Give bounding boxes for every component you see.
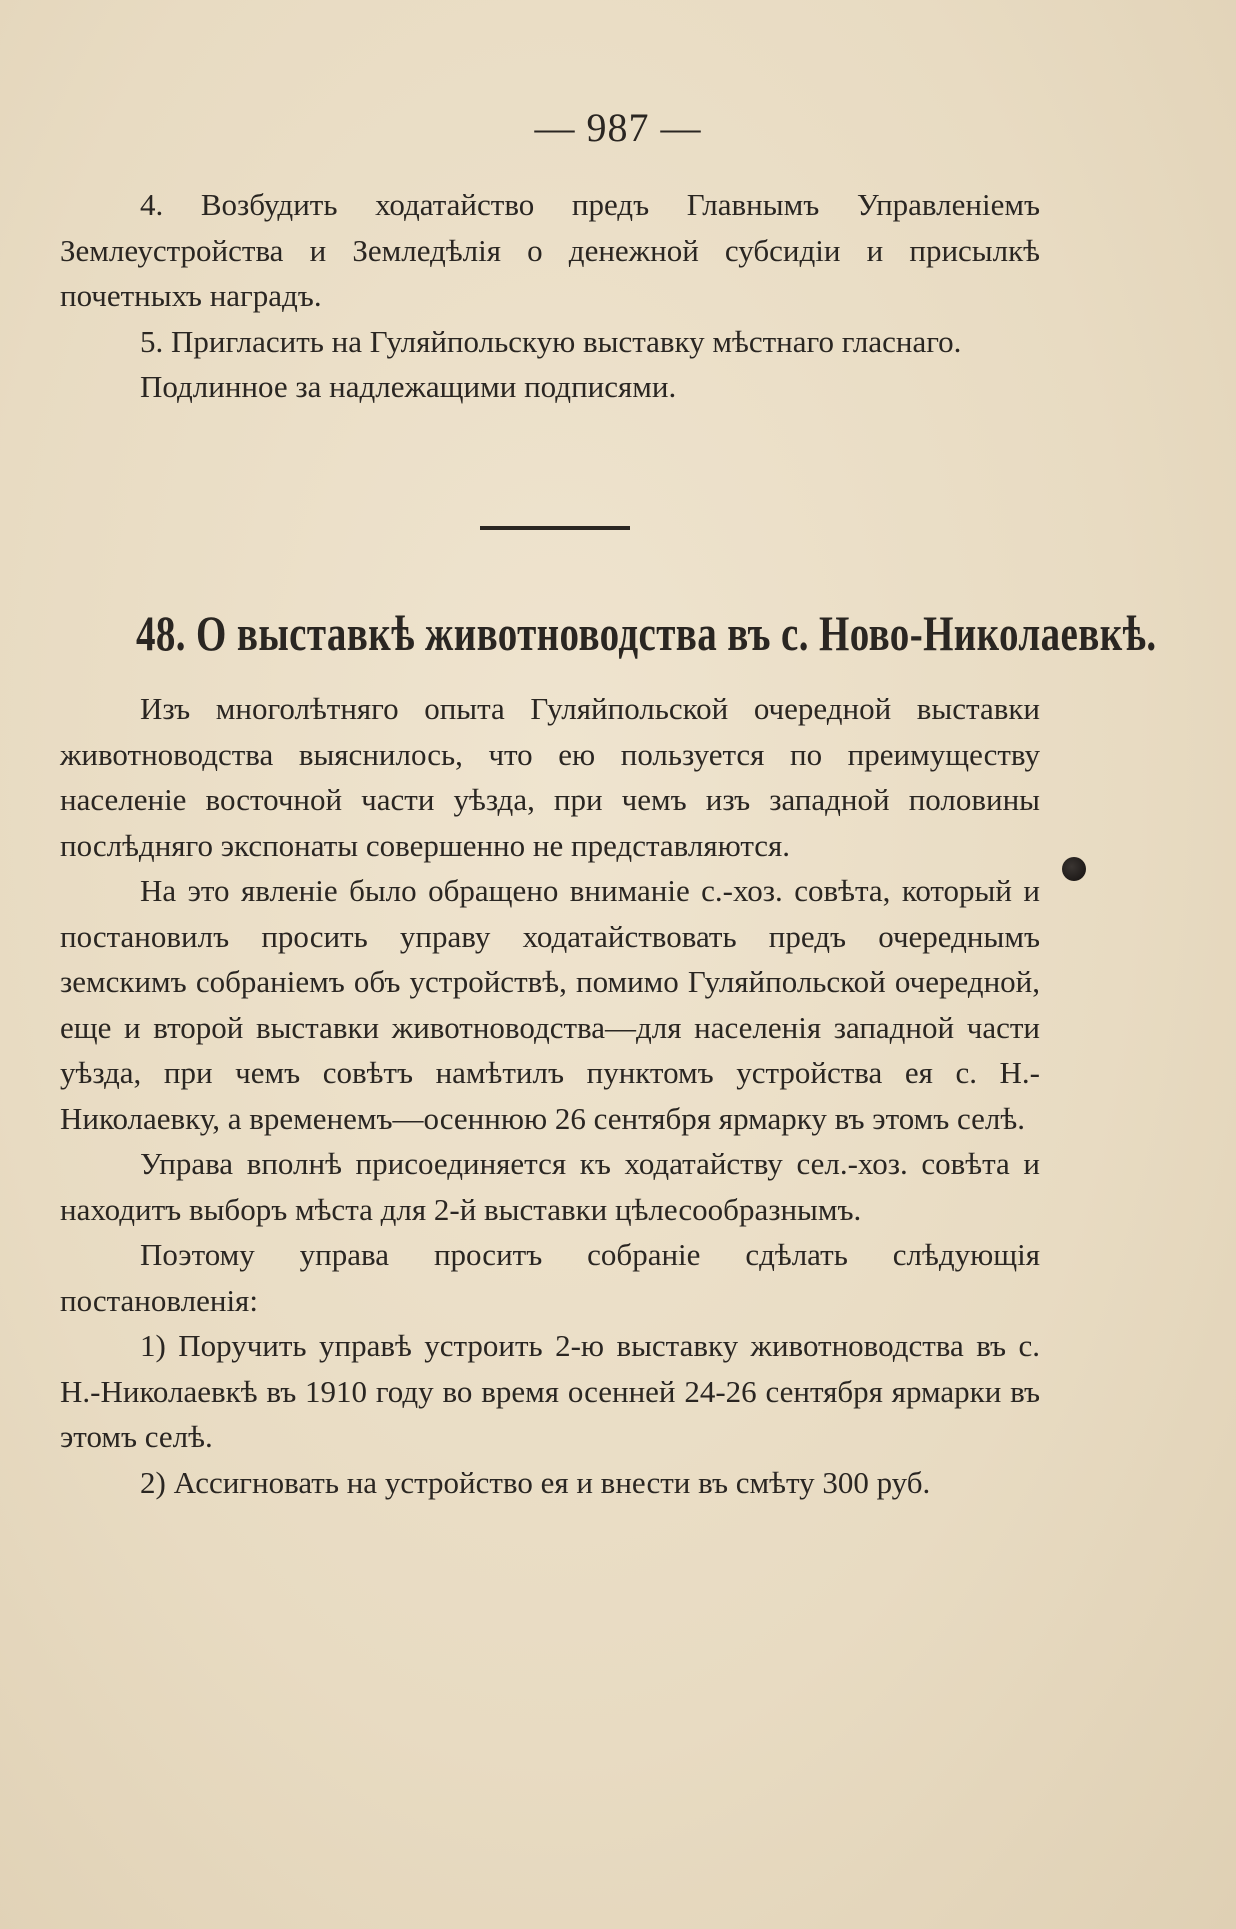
top-section xyxy=(60,182,1040,410)
item-4-paragraph: 4. Возбудить ходатайство предъ Главнымъ Управленіемъ Землеустройства и Земледѣлія о денежной субсидіи и присылкѣ почетныхъ наградъ. xyxy=(60,187,1040,313)
ink-blot-mark xyxy=(1062,857,1086,881)
item-5-paragraph: 5. Пригласить на Гуляйпольскую выставку мѣстнаго гласнаго. xyxy=(140,323,962,359)
body-paragraph-4: Поэтому управа проситъ собраніе сдѣлать слѣдующія постановленія: xyxy=(60,1237,1040,1318)
body-paragraph-1: Изъ многолѣтняго опыта Гуляйпольской очередной выставки животноводства выяснилось, что ею пользуется по преимуществу населеніе восточной части уѣзда, при чемъ изъ западной половины послѣдняго экспонаты совершенно не представляются. xyxy=(60,691,1040,863)
section-48-body xyxy=(60,686,1040,1505)
section-separator xyxy=(480,526,630,530)
section-heading: 48. О выставкѣ животноводства въ с. Ново-Николаевкѣ. xyxy=(135,605,1157,661)
body-paragraph-3: Управа вполнѣ присоединяется къ ходатайству сел.-хоз. совѣта и находитъ выборъ мѣста для 2-й выставки цѣлесообразнымъ. xyxy=(60,1146,1040,1227)
body-paragraph-2: На это явленіе было обращено вниманіе с.-хоз. совѣта, который и постановилъ просить управу ходатайствовать предъ очереднымъ земскимъ собраніемъ объ устройствѣ, помимо Гуляйпольской очередной, еще и второй выставки животноводства—для населенія западной части уѣзда, при чемъ совѣтъ намѣтилъ пунктомъ устройства ея с. Н.-Николаевку, а временемъ—осеннюю 26 сентября ярмарку въ этомъ селѣ. xyxy=(60,873,1040,1136)
resolution-item-2: 2) Ассигновать на устройство ея и внести въ смѣту 300 руб. xyxy=(140,1464,931,1500)
page-number: — 987 — xyxy=(534,105,702,150)
signature-note: Подлинное за надлежащими подписями. xyxy=(140,369,677,404)
resolution-item-1: 1) Поручить управѣ устроить 2-ю выставку животноводства въ с. Н.-Николаевкѣ въ 1910 году во время осенней 24-26 сентября ярмарки въ этомъ селѣ. xyxy=(60,1328,1040,1454)
